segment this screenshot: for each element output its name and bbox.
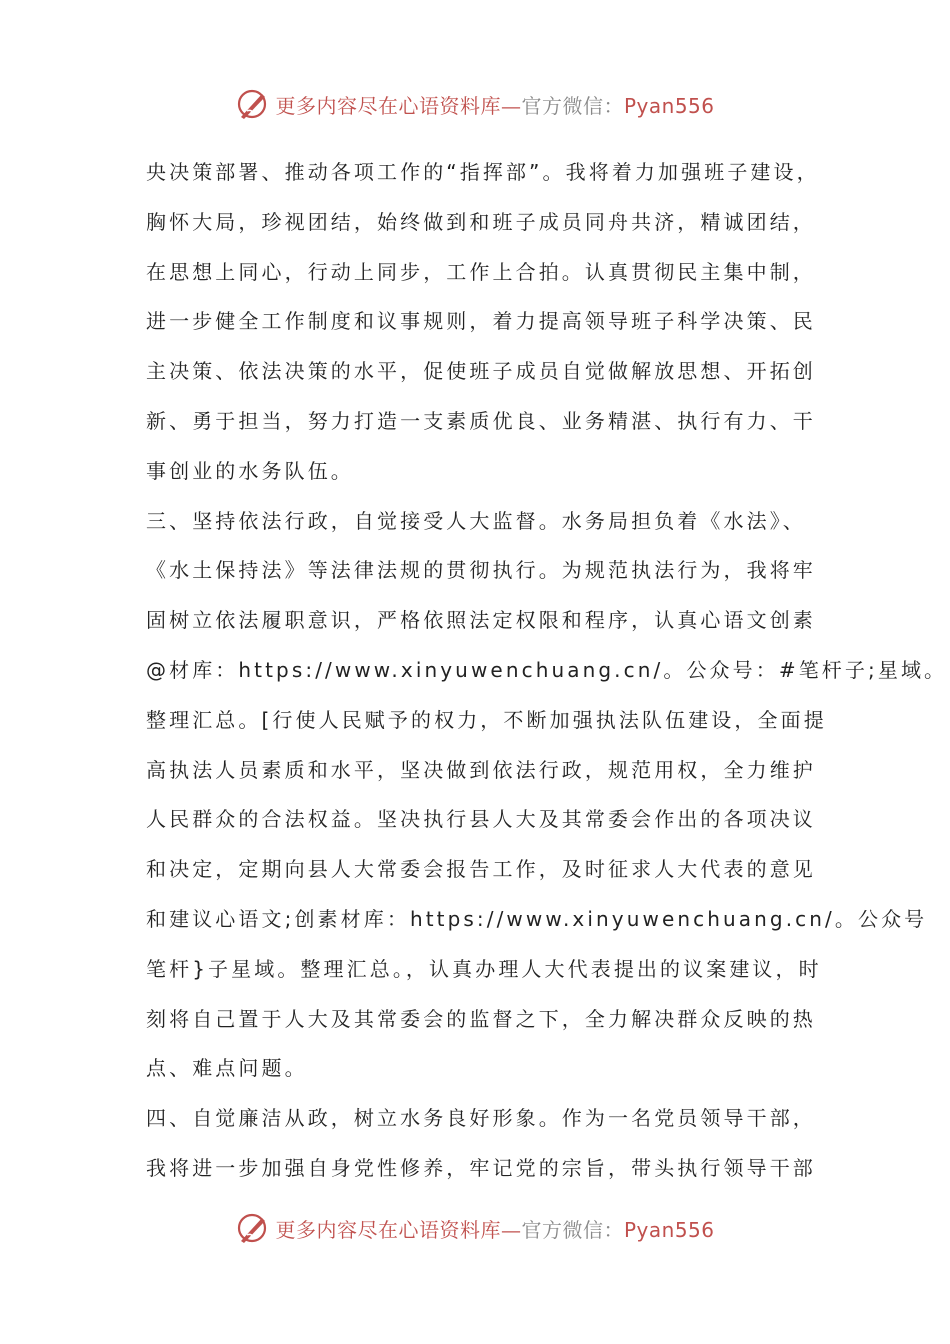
banner-wechat-label: 官方微信： <box>521 93 624 118</box>
text-line: 事创业的水务队伍。 <box>146 458 354 483</box>
text-line: 新、勇于担当，努力打造一支素质优良、业务精湛、执行有力、干 <box>146 408 816 433</box>
text-line: 点、难点问题。 <box>146 1056 308 1081</box>
text-line: 在思想上同心，行动上同步，工作上合拍。认真贯彻民主集中制， <box>146 259 816 284</box>
text-line: 我将进一步加强自身党性修养，牢记党的宗旨，带头执行领导干部 <box>146 1155 816 1180</box>
text-line: 《水土保持法》等法律法规的贯彻执行。为规范执法行为，我将牢 <box>146 558 816 583</box>
text-line: 央决策部署、推动各项工作的“指挥部”。我将着力加强班子建设， <box>146 160 820 184</box>
document-body <box>146 148 948 1194</box>
text-line: 笔杆}子星域。整理汇总。，认真办理人大代表提出的议案建议，时 <box>146 956 822 981</box>
banner-dash: — <box>500 93 522 118</box>
text-line: 固树立依法履职意识，严格依照法定权限和程序，认真心语文创素 <box>146 608 816 633</box>
banner-wechat-label: 官方微信： <box>521 1217 624 1242</box>
banner-wechat-id: Pyan556 <box>623 93 715 118</box>
text-line: @材库：https://www.xinyuwenchuang.cn/。公众号：#笔杆子;星域。 <box>146 657 948 682</box>
text-line: 和决定，定期向县人大常委会报告工作，及时征求人大代表的意见 <box>146 857 816 882</box>
text-line: 整理汇总。[行使人民赋予的权力，不断加强执法队伍建设，全面提 <box>146 707 827 732</box>
banner-main-text: 更多内容尽在心语资料库 <box>275 93 501 118</box>
header-banner <box>0 84 950 124</box>
pen-logo-icon <box>235 1211 269 1245</box>
banner-wechat-id: Pyan556 <box>623 1217 715 1242</box>
banner-main-text: 更多内容尽在心语资料库 <box>275 1217 501 1242</box>
text-line: 高执法人员素质和水平，坚决做到依法行政，规范用权，全力维护 <box>146 757 816 782</box>
text-line: 进一步健全工作制度和议事规则，着力提高领导班子科学决策、民 <box>146 309 816 334</box>
banner-dash: — <box>500 1217 522 1242</box>
text-line: 三、坚持依法行政，自觉接受人大监督。水务局担负着《水法》、 <box>146 508 806 533</box>
footer-banner <box>0 1208 950 1248</box>
text-line: 主决策、依法决策的水平，促使班子成员自觉做解放思想、开拓创 <box>146 359 816 384</box>
text-line: 刻将自己置于人大及其常委会的监督之下，全力解决群众反映的热 <box>146 1006 816 1031</box>
text-line: 胸怀大局，珍视团结，始终做到和班子成员同舟共济，精诚团结， <box>146 209 816 234</box>
text-line: 人民群众的合法权益。坚决执行县人大及其常委会作出的各项决议 <box>146 807 816 832</box>
pen-logo-icon <box>235 87 269 121</box>
text-line: 和建议心语文;创素材库：https://www.xinyuwenchuang.cn/。公众号 <box>146 906 928 931</box>
text-line: 四、自觉廉洁从政，树立水务良好形象。作为一名党员领导干部， <box>146 1106 816 1131</box>
